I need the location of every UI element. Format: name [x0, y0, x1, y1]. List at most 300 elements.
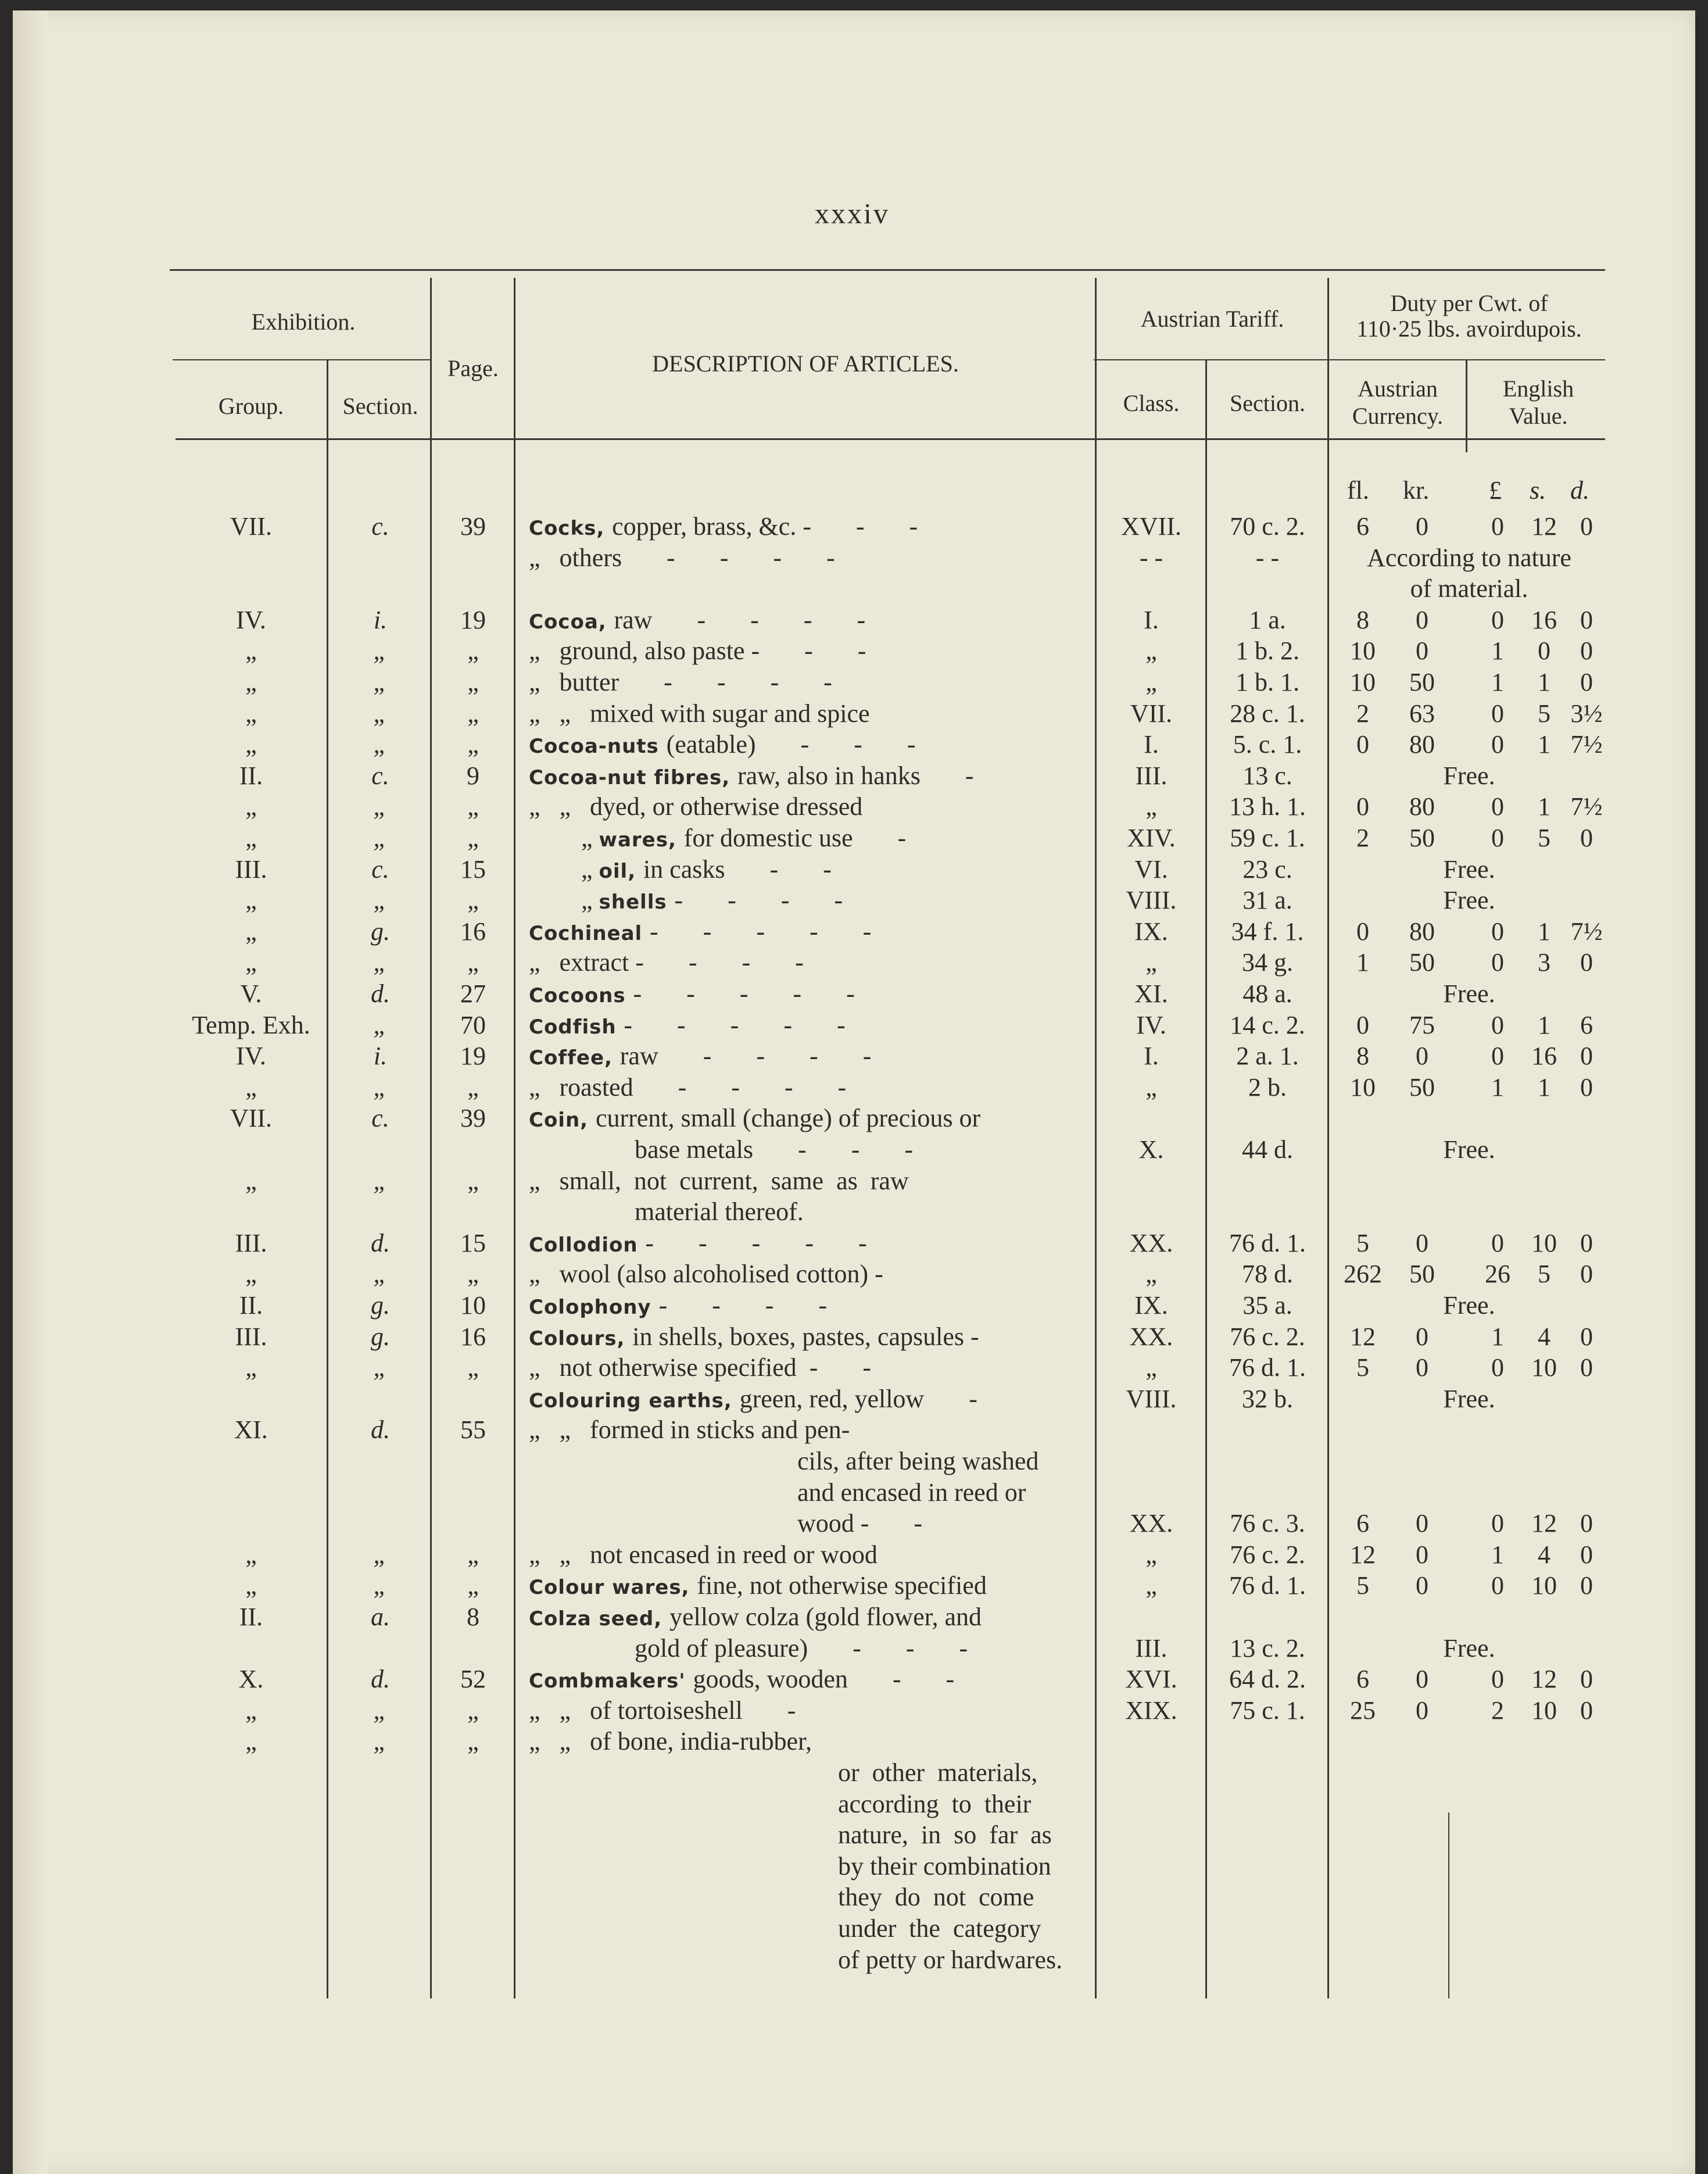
page-cell: 8 — [467, 1603, 479, 1631]
duty-note-cell: According to nature — [1367, 543, 1571, 572]
kreuzer-cell: 75 — [1409, 1010, 1435, 1039]
section-cell: „ — [373, 699, 388, 728]
tariff-section-cell: 34 f. 1. — [1231, 917, 1304, 946]
page-cell: „ — [467, 637, 479, 666]
kreuzer-cell: 80 — [1409, 792, 1435, 821]
table-row — [13, 1446, 1695, 1476]
table-row — [13, 823, 1695, 853]
section-cell: „ — [373, 1727, 388, 1756]
description-text: current, small (change) of precious or — [595, 1104, 981, 1133]
duty-free-cell: Free. — [1443, 1135, 1495, 1164]
shilling-cell: 0 — [1538, 637, 1551, 666]
table-row — [13, 1103, 1695, 1134]
description-text: they do not come — [838, 1883, 1034, 1912]
florin-cell: 5 — [1356, 1228, 1369, 1257]
table-row — [13, 1322, 1695, 1352]
group-cell: „ — [245, 886, 257, 915]
class-cell: XVI. — [1125, 1665, 1177, 1694]
header-duty-line2: 110·25 lbs. avoirdupois. — [1356, 316, 1582, 342]
pence-cell: 0 — [1580, 512, 1593, 541]
description-cell — [529, 885, 843, 917]
description-cell — [838, 1820, 1052, 1850]
table-row — [13, 1758, 1695, 1788]
description-cell — [529, 512, 918, 544]
table-row — [13, 1914, 1695, 1944]
table-row — [13, 1696, 1695, 1726]
article-name: Cocoa-nut fibres, — [529, 766, 737, 789]
shilling-cell: 4 — [1538, 1540, 1551, 1569]
description-cell — [838, 1851, 1051, 1882]
description-cell — [529, 636, 866, 666]
section-cell: „ — [373, 637, 388, 666]
article-name: Cochineal — [529, 921, 650, 945]
florin-cell: 25 — [1350, 1696, 1376, 1725]
pound-cell: 0 — [1491, 1665, 1504, 1694]
kreuzer-cell: 50 — [1409, 1260, 1435, 1289]
table-row — [13, 667, 1695, 698]
article-name: Cocoa-nuts — [529, 735, 667, 759]
section-cell: „ — [373, 1166, 388, 1195]
class-cell: VIII. — [1126, 1384, 1177, 1413]
class-cell: „ — [1145, 1571, 1157, 1600]
tariff-section-cell: 32 b. — [1242, 1384, 1293, 1413]
description-cell — [529, 1540, 878, 1570]
description-text: - - - - - — [650, 917, 872, 946]
description-cell — [635, 1197, 804, 1227]
shilling-cell: 1 — [1538, 792, 1551, 821]
group-cell: VII. — [230, 1104, 273, 1133]
section-cell: „ — [373, 1696, 388, 1725]
shilling-cell: 1 — [1538, 1010, 1551, 1039]
class-cell: „ — [1145, 1260, 1157, 1289]
pence-cell: 0 — [1580, 1571, 1593, 1600]
description-text: in casks - - — [643, 854, 832, 884]
description-text: „ butter - - - - — [529, 668, 832, 696]
pound-cell: 0 — [1491, 699, 1504, 728]
tariff-section-cell: 70 c. 2. — [1230, 512, 1305, 541]
description-cell — [529, 1353, 871, 1383]
page-cell: „ — [467, 1166, 479, 1195]
section-cell: d. — [371, 1665, 390, 1694]
pound-cell: 0 — [1491, 1571, 1504, 1600]
kreuzer-cell: 63 — [1409, 699, 1435, 728]
florin-cell: 10 — [1350, 1072, 1376, 1102]
table-row — [13, 543, 1695, 573]
group-cell: „ — [245, 1353, 257, 1382]
description-cell — [529, 605, 865, 637]
table-row — [13, 1041, 1695, 1071]
group-cell: IV. — [236, 1042, 266, 1071]
florin-cell: 6 — [1356, 1509, 1369, 1538]
description-text: for domestic use - — [683, 824, 907, 852]
tariff-section-cell: 14 c. 2. — [1230, 1010, 1305, 1039]
class-cell: III. — [1135, 761, 1168, 790]
description-cell — [529, 979, 855, 1011]
group-cell: „ — [245, 699, 257, 728]
class-cell: XX. — [1129, 1509, 1173, 1538]
header-austrian-currency-1: Austrian — [1358, 376, 1438, 402]
col-rule-7 — [1466, 359, 1467, 452]
shilling-cell: 1 — [1538, 668, 1551, 696]
class-cell: „ — [1145, 792, 1157, 821]
article-name: Codfish — [529, 1015, 624, 1039]
pence-cell: 0 — [1580, 1540, 1593, 1569]
pence-cell: 7½ — [1570, 730, 1603, 759]
description-text: „ roasted - - - - — [529, 1072, 847, 1102]
description-cell — [529, 1103, 980, 1135]
description-text: raw, also in hanks - — [737, 761, 974, 790]
table-row — [13, 605, 1695, 635]
table-row — [13, 1540, 1695, 1570]
section-cell: „ — [373, 948, 388, 977]
group-cell: VII. — [230, 512, 273, 541]
shilling-cell: 10 — [1531, 1228, 1557, 1257]
article-name: Colour wares, — [529, 1576, 697, 1600]
tariff-section-cell: 44 d. — [1242, 1135, 1293, 1164]
description-text: wood - - — [797, 1509, 923, 1538]
section-cell: c. — [371, 1104, 389, 1133]
header-description: DESCRIPTION OF ARTICLES. — [652, 351, 959, 377]
section-cell: i. — [373, 605, 388, 634]
shilling-cell: 16 — [1531, 605, 1557, 634]
class-cell: „ — [1145, 1072, 1157, 1102]
kreuzer-cell: 0 — [1416, 1322, 1428, 1351]
florin-cell: 6 — [1356, 1665, 1369, 1694]
tariff-section-cell: 13 c. — [1242, 761, 1292, 790]
table-row — [13, 1602, 1695, 1632]
tariff-section-cell: 13 h. 1. — [1229, 792, 1306, 821]
article-name: Coffee, — [529, 1046, 620, 1070]
florin-cell: 10 — [1350, 668, 1376, 696]
article-name: Coin, — [529, 1109, 596, 1132]
group-cell: XI. — [234, 1415, 268, 1444]
shilling-cell: 5 — [1538, 699, 1551, 728]
page-cell: „ — [467, 886, 479, 915]
description-cell — [635, 1135, 913, 1165]
article-name: Collodion — [529, 1233, 646, 1257]
header-bottom-rule — [176, 438, 1605, 440]
description-text: base metals - - - — [635, 1135, 913, 1164]
section-cell: „ — [373, 1260, 388, 1289]
table-row — [13, 761, 1695, 791]
group-cell: „ — [245, 1540, 257, 1569]
page-cell: „ — [467, 1540, 479, 1569]
kreuzer-cell: 0 — [1416, 1665, 1428, 1694]
class-cell: „ — [1145, 668, 1157, 696]
description-cell — [838, 1914, 1041, 1944]
tariff-section-cell: 34 g. — [1242, 948, 1293, 977]
description-cell — [529, 543, 835, 573]
group-cell: „ — [245, 637, 257, 666]
description-cell — [529, 917, 871, 949]
pound-cell: 1 — [1491, 637, 1504, 666]
description-text: „ others - - - - — [529, 543, 835, 572]
table-row — [13, 1633, 1695, 1664]
shilling-cell: 1 — [1538, 730, 1551, 759]
section-cell: g. — [371, 917, 390, 946]
table-row — [13, 1571, 1695, 1601]
pence-cell: 0 — [1580, 637, 1593, 666]
table-row — [13, 1010, 1695, 1040]
florin-cell: 10 — [1350, 637, 1376, 666]
duty-free-cell: Free. — [1443, 761, 1495, 790]
description-cell — [529, 947, 804, 978]
class-cell: - - — [1139, 543, 1163, 572]
description-cell — [838, 1789, 1031, 1819]
description-cell — [797, 1446, 1039, 1476]
pence-cell: 0 — [1580, 1072, 1593, 1102]
tariff-section-cell: 35 a. — [1242, 1291, 1292, 1320]
description-cell — [838, 1945, 1062, 1975]
group-cell: Temp. Exh. — [192, 1010, 310, 1039]
duty-free-cell: Free. — [1443, 886, 1495, 915]
florin-cell: 0 — [1356, 792, 1369, 821]
pence-cell: 0 — [1580, 1353, 1593, 1382]
group-cell: X. — [238, 1665, 264, 1694]
section-cell: d. — [371, 1415, 390, 1444]
unit-fl: fl. — [1347, 476, 1369, 505]
article-name: shells — [599, 891, 675, 914]
class-cell: „ — [1145, 1540, 1157, 1569]
description-text: raw - - - - — [614, 605, 866, 634]
pence-cell: 3½ — [1570, 699, 1603, 728]
tariff-section-cell: - - — [1255, 543, 1280, 572]
duty-free-cell: Free. — [1443, 1384, 1495, 1413]
header-group: Group. — [218, 393, 284, 419]
tariff-section-cell: 31 a. — [1242, 886, 1292, 915]
group-cell: II. — [239, 1291, 263, 1320]
description-text: under the category — [838, 1914, 1041, 1943]
table-row — [13, 1820, 1695, 1850]
description-cell — [529, 1415, 850, 1445]
description-text: „ „ formed in sticks and pen- — [529, 1415, 850, 1444]
ditto-mark: „ — [581, 824, 599, 852]
description-cell — [529, 730, 915, 761]
tariff-section-cell: 23 c. — [1242, 854, 1292, 884]
pound-cell: 0 — [1491, 917, 1504, 946]
article-name: Colouring earths, — [529, 1389, 740, 1413]
section-cell: c. — [371, 512, 389, 541]
header-austrian-currency-2: Currency. — [1352, 403, 1444, 429]
class-cell: VIII. — [1126, 886, 1177, 915]
table-row — [13, 979, 1695, 1009]
section-cell: d. — [371, 979, 390, 1008]
duty-free-cell: Free. — [1443, 1291, 1495, 1320]
kreuzer-cell: 0 — [1416, 1228, 1428, 1257]
group-cell: „ — [245, 824, 257, 852]
description-text: - - - - — [674, 886, 843, 915]
page-cell: 55 — [460, 1415, 486, 1444]
group-cell: IV. — [236, 605, 266, 634]
page-cell: 39 — [460, 1104, 486, 1133]
pound-cell: 1 — [1491, 668, 1504, 696]
section-cell: „ — [373, 1072, 388, 1102]
ditto-mark: „ — [581, 886, 599, 915]
shilling-cell: 3 — [1538, 948, 1551, 977]
kreuzer-cell: 0 — [1416, 1696, 1428, 1725]
description-cell — [529, 1322, 979, 1354]
section-cell: „ — [373, 792, 388, 821]
group-cell: II. — [239, 761, 263, 790]
description-text: - - - - — [658, 1291, 828, 1320]
table-row — [13, 1259, 1695, 1289]
table-row — [13, 1072, 1695, 1103]
group-cell: V. — [240, 979, 262, 1008]
page-cell: 10 — [460, 1291, 486, 1320]
description-text: or other materials, — [838, 1758, 1038, 1787]
table-row — [13, 512, 1695, 542]
group-cell: „ — [245, 1571, 257, 1600]
kreuzer-cell: 50 — [1409, 948, 1435, 977]
kreuzer-cell: 50 — [1409, 668, 1435, 696]
tariff-section-cell: 1 a. — [1249, 605, 1286, 634]
description-text: - - - - - — [633, 979, 855, 1008]
tariff-section-cell: 13 c. 2. — [1230, 1633, 1305, 1662]
description-cell — [529, 1072, 846, 1103]
table-row — [13, 854, 1695, 885]
page — [13, 10, 1695, 2174]
section-cell: a. — [371, 1603, 390, 1631]
page-cell: 39 — [460, 512, 486, 541]
table-row — [13, 636, 1695, 666]
description-text: „ wool (also alcoholised cotton) - — [529, 1260, 883, 1289]
group-cell: „ — [245, 792, 257, 821]
description-cell — [529, 1228, 867, 1260]
description-cell — [797, 1508, 922, 1539]
group-cell: „ — [245, 1727, 257, 1756]
description-cell — [529, 792, 862, 822]
group-cell: „ — [245, 1696, 257, 1725]
table-row — [13, 1478, 1695, 1508]
description-text: of petty or hardwares. — [838, 1945, 1063, 1974]
pence-cell: 0 — [1580, 1665, 1593, 1694]
kreuzer-cell: 0 — [1416, 1353, 1428, 1382]
table-row — [13, 574, 1695, 604]
class-cell: „ — [1145, 948, 1157, 977]
tariff-section-cell: 2 b. — [1248, 1072, 1287, 1102]
tariff-section-cell: 1 b. 1. — [1236, 668, 1299, 696]
description-text: by their combination — [838, 1851, 1051, 1880]
class-cell: X. — [1138, 1135, 1164, 1164]
header-english-value-2: Value. — [1509, 403, 1568, 429]
shilling-cell: 12 — [1531, 1665, 1557, 1694]
header-tariff-section: Section. — [1230, 390, 1305, 416]
table-row — [13, 1851, 1695, 1882]
table-row — [13, 1882, 1695, 1912]
table-row — [13, 1228, 1695, 1258]
kreuzer-cell: 0 — [1416, 512, 1428, 541]
tariff-sub-rule — [1094, 359, 1605, 360]
shilling-cell: 10 — [1531, 1696, 1557, 1725]
class-cell: I. — [1144, 605, 1159, 634]
description-cell — [529, 1726, 812, 1757]
description-text: (eatable) - - - — [666, 730, 916, 759]
page-cell: „ — [467, 1072, 479, 1102]
duty-free-cell: Free. — [1443, 854, 1495, 884]
page-cell: 19 — [460, 1042, 486, 1071]
florin-cell: 5 — [1356, 1571, 1369, 1600]
shilling-cell: 1 — [1538, 1072, 1551, 1102]
pence-cell: 0 — [1580, 1260, 1593, 1289]
article-name: Combmakers' — [529, 1669, 693, 1693]
header-page: Page. — [447, 355, 499, 381]
kreuzer-cell: 0 — [1416, 1571, 1428, 1600]
class-cell: XX. — [1129, 1228, 1173, 1257]
description-cell — [529, 667, 832, 698]
pound-cell: 0 — [1491, 730, 1504, 759]
section-cell: „ — [373, 668, 388, 696]
description-cell — [529, 854, 832, 886]
shilling-cell: 16 — [1531, 1042, 1557, 1071]
section-cell: „ — [373, 1540, 388, 1569]
description-cell — [529, 1041, 871, 1073]
group-cell: „ — [245, 668, 257, 696]
pence-cell: 0 — [1580, 1696, 1593, 1725]
pound-cell: 0 — [1491, 1509, 1504, 1538]
page-cell: „ — [467, 1727, 479, 1756]
group-cell: „ — [245, 730, 257, 759]
tariff-section-cell: 76 d. 1. — [1229, 1228, 1306, 1257]
article-name: Cocoa, — [529, 610, 614, 634]
article-name: Colophony — [529, 1296, 659, 1319]
page-cell: „ — [467, 730, 479, 759]
article-name: Cocoons — [529, 984, 633, 1007]
description-text: and encased in reed or — [797, 1478, 1026, 1507]
page-cell: 9 — [467, 761, 479, 790]
pound-cell: 1 — [1491, 1540, 1504, 1569]
description-text: material thereof. — [635, 1197, 804, 1227]
class-cell: I. — [1144, 1042, 1159, 1071]
pound-cell: 0 — [1491, 605, 1504, 634]
header-exhibition: Exhibition. — [251, 309, 356, 335]
pence-cell: 0 — [1580, 1042, 1593, 1071]
description-cell — [529, 761, 974, 793]
section-cell: „ — [373, 824, 388, 852]
page-cell: „ — [467, 699, 479, 728]
kreuzer-cell: 50 — [1409, 824, 1435, 852]
pound-cell: 1 — [1491, 1322, 1504, 1351]
table-row — [13, 730, 1695, 760]
description-text: cils, after being washed — [797, 1447, 1039, 1475]
description-text: according to their — [838, 1789, 1032, 1818]
description-text: „ small, not current, same as raw — [529, 1166, 909, 1195]
pound-cell: 0 — [1491, 1228, 1504, 1257]
kreuzer-cell: 50 — [1409, 1072, 1435, 1102]
section-cell: g. — [371, 1291, 390, 1320]
class-cell: IX. — [1134, 917, 1168, 946]
pence-cell: 7½ — [1570, 792, 1603, 821]
table-row — [13, 1290, 1695, 1321]
description-cell — [529, 1384, 977, 1416]
exhibition-sub-rule — [173, 359, 431, 360]
table-row — [13, 1789, 1695, 1819]
tariff-section-cell: 76 d. 1. — [1229, 1571, 1306, 1600]
section-cell: „ — [373, 730, 388, 759]
ditto-mark: „ — [581, 854, 599, 884]
description-text: raw - - - - — [620, 1042, 872, 1071]
description-cell — [529, 1166, 909, 1196]
shilling-cell: 4 — [1538, 1322, 1551, 1351]
description-text: yellow colza (gold flower, and — [669, 1603, 982, 1631]
description-cell — [529, 699, 870, 729]
table-top-rule — [170, 269, 1605, 271]
section-cell: g. — [371, 1322, 390, 1351]
page-cell: „ — [467, 668, 479, 696]
tariff-section-cell: 76 c. 3. — [1230, 1509, 1305, 1538]
class-cell: III. — [1135, 1633, 1168, 1662]
pence-cell: 0 — [1580, 668, 1593, 696]
pound-cell: 0 — [1491, 792, 1504, 821]
